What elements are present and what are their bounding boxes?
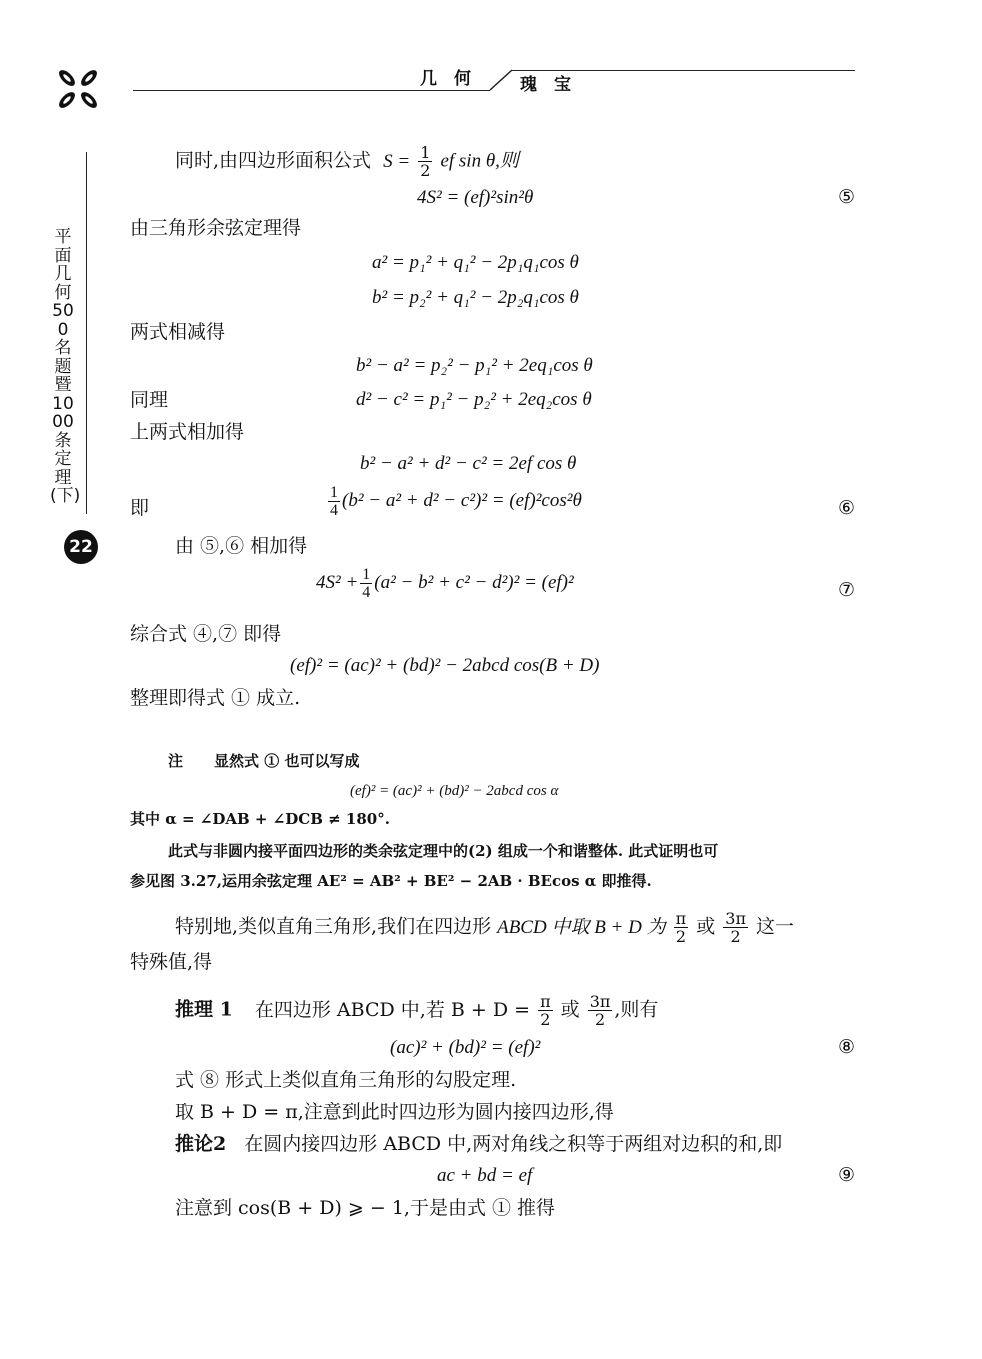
- equation-a: a² = p₁² + q₁² − 2p₁q₁cos θ: [372, 252, 579, 273]
- header-rule-right: [512, 70, 855, 71]
- note-line-3: 此式与非圆内接平面四边形的类余弦定理中的(2) 组成一个和谐整体. 此式证明也可: [168, 842, 719, 860]
- note-line-4: 参见图 3.27,运用余弦定理 AE² = AB² + BE² − 2AB · BEcos α 即推得.: [130, 872, 652, 890]
- corollary-1-line-3: 取 B + D = π,注意到此时四边形为圆内接四边形,得: [175, 1101, 614, 1123]
- equation-9-mark: ⑨: [838, 1164, 856, 1186]
- equation-6: $\frac{1}{4}$ (b² − a² + d² − c²)² = (ef)²cos²θ: [330, 484, 582, 519]
- note-label: 注: [168, 752, 184, 770]
- special-line-2: 特殊值,得: [130, 951, 213, 973]
- line-cosine-law: 由三角形余弦定理得: [130, 217, 302, 239]
- line-similarly: 同理: [130, 389, 169, 411]
- equation-7-mark: ⑦: [838, 579, 856, 601]
- corollary-2: 推论2 在圆内接四边形 ABCD 中,两对角线之积等于两组对边积的和,即: [175, 1133, 783, 1155]
- corollary-1: 推理 1 在四边形 ABCD 中,若 B + D = $\frac{\pi}{2}$ 或 $\frac{3\pi}{2}$ ,则有: [175, 992, 659, 1029]
- header-left-title: 几 何: [420, 69, 471, 89]
- last-line: 注意到 cos(B + D) ⩾ − 1,于是由式 ① 推得: [175, 1197, 556, 1219]
- equation-7: 4S² + $\frac{1}{4}$ (a² − b² + c² − d²)² = (ef)²: [316, 566, 574, 601]
- line-combine-5-6: 由 ⑤,⑥ 相加得: [175, 535, 308, 557]
- sidebar-rule: [86, 152, 87, 514]
- equation-b-minus-a: b² − a² = p₂² − p₁² + 2eq₁cos θ: [356, 355, 593, 376]
- line-namely: 即: [130, 497, 150, 519]
- note-line-1: 显然式 ① 也可以写成: [214, 752, 360, 770]
- equation-8: (ac)² + (bd)² = (ef)²: [390, 1037, 541, 1058]
- line-combine-4-7: 综合式 ④,⑦ 即得: [130, 623, 282, 645]
- equation-6-mark: ⑥: [838, 497, 856, 519]
- equation-d-minus-c: d² − c² = p₁² − p₂² + 2eq₂cos θ: [356, 389, 592, 410]
- line-add: 上两式相加得: [130, 421, 245, 443]
- equation-8-mark: ⑧: [838, 1036, 856, 1058]
- page-number: 22: [64, 530, 98, 564]
- line-area-formula: 同时,由四边形面积公式 S = $\frac{1}{2}$ ef sin θ,则: [175, 143, 519, 180]
- header-slash: [488, 68, 514, 92]
- equation-b: b² = p₂² + q₁² − 2p₂q₁cos θ: [372, 287, 579, 308]
- equation-sum: b² − a² + d² − c² = 2ef cos θ: [360, 453, 577, 474]
- sidebar-book-title: 平面几何500名题暨1000条定理(下): [50, 227, 81, 506]
- line-subtract: 两式相减得: [130, 321, 226, 343]
- note-line-2: 其中 α = ∠DAB + ∠DCB ≠ 180°.: [130, 810, 390, 828]
- note-equation: (ef)² = (ac)² + (bd)² − 2abcd cos α: [350, 783, 559, 799]
- header-right-title: 瑰 宝: [520, 75, 571, 95]
- flower-ornament-icon: [55, 66, 101, 112]
- corollary-1-line-2: 式 ⑧ 形式上类似直角三角形的勾股定理.: [175, 1069, 517, 1091]
- equation-9: ac + bd = ef: [437, 1165, 533, 1186]
- fraction-half: $\frac{1}{2}$: [420, 143, 431, 180]
- special-line-1: 特别地,类似直角三角形,我们在四边形 ABCD 中取 B + D 为 $\frac{\pi}{2}$ 或 $\frac{3\pi}{2}$ 这一: [175, 909, 795, 946]
- line-conclusion: 整理即得式 ① 成立.: [130, 687, 301, 709]
- equation-5: 4S² = (ef)²sin²θ: [417, 187, 534, 208]
- equation-main: (ef)² = (ac)² + (bd)² − 2abcd cos(B + D): [290, 655, 600, 676]
- equation-5-mark: ⑤: [838, 186, 856, 208]
